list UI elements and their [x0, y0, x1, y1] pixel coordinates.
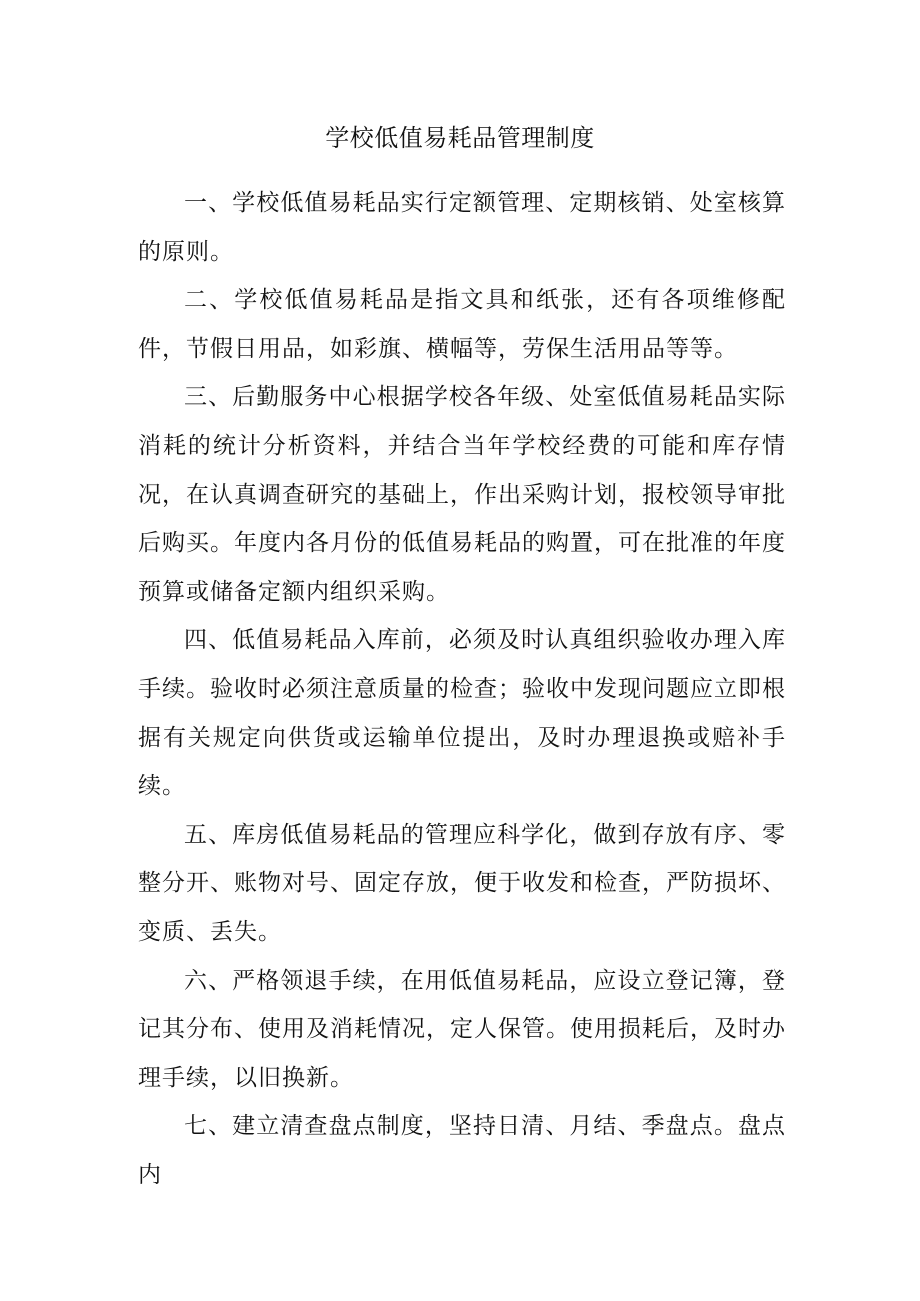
paragraph-3: 三、后勤服务中心根据学校各年级、处室低值易耗品实际消耗的统计分析资料，并结合当年学校经费的可能和库存情况，在认真调查研究的基础上，作出采购计划，报校领导审批后购买。年度内各月份的低值易耗品的购置，可在批准的年度预算或储备定额内组织采购。 — [138, 384, 786, 605]
paragraph-5: 五、库房低值易耗品的管理应科学化，做到存放有序、零整分开、账物对号、固定存放，便于收发和检查，严防损坏、变质、丢失。 — [138, 821, 786, 945]
document-body — [138, 179, 786, 1199]
paragraph-7: 七、建立清查盘点制度，坚持日清、月结、季盘点。盘点内 — [138, 1113, 786, 1188]
document-title: 学校低值易耗品管理制度 — [325, 124, 595, 152]
paragraph-1: 一、学校低值易耗品实行定额管理、定期核销、处室核算的原则。 — [138, 190, 786, 265]
paragraph-4: 四、低值易耗品入库前，必须及时认真组织验收办理入库手续。验收时必须注意质量的检查；验收中发现问题应立即根据有关规定向供货或运输单位提出，及时办理退换或赔补手续。 — [138, 627, 786, 800]
paragraph-2: 二、学校低值易耗品是指文具和纸张，还有各项维修配件，节假日用品，如彩旗、横幅等，劳保生活用品等等。 — [138, 287, 786, 362]
paragraph-6: 六、严格领退手续，在用低值易耗品，应设立登记簿，登记其分布、使用及消耗情况，定人保管。使用损耗后，及时办理手续，以旧换新。 — [138, 967, 786, 1091]
